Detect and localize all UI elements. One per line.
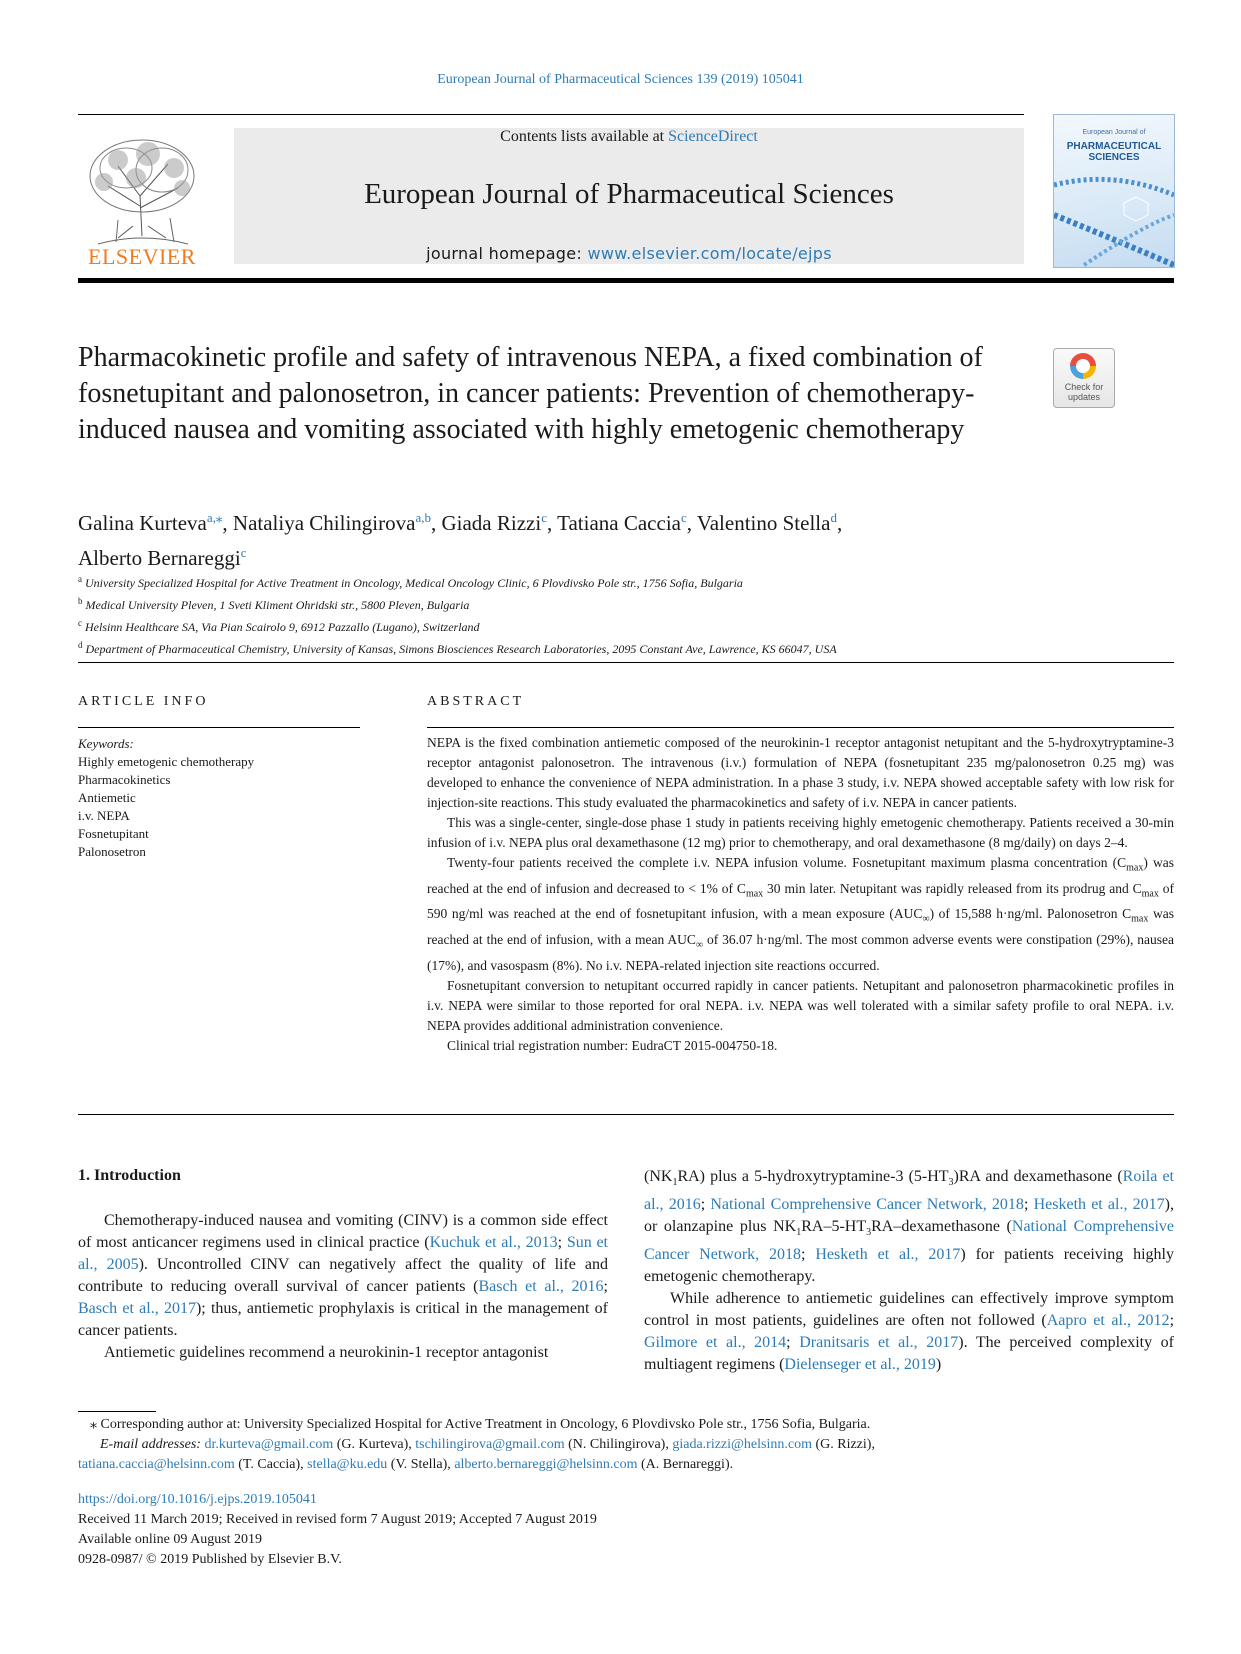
citation-link[interactable]: Gilmore et al., 2014 bbox=[644, 1334, 787, 1352]
corresponding-author-footnote: ⁎ Corresponding author at: University Specialized Hospital for Active Treatment in Oncology, 6 Plovdivsko Pole str., 1756 Sofia, Bulgaria. E-mail addresses: dr.kurteva@gmail.com (G. Kurteva), tschilingirova@gmail.com (N. Chilingirova), giada.rizzi@helsinn.com (G. Rizzi), tatiana.caccia@helsinn.com (T. Caccia), stella@ku.edu (V. Stella), alberto.bernareggi@helsinn.com (A. Bernareggi). bbox=[78, 1417, 875, 1472]
author-list: Galina Kurteva$^{a,⁎}$, Nataliya Chilingirova$^{a,b}$, Giada Rizzi$^c$, Tatiana Caccia$^c$, Valentino Stella$^d$, Alberto Bernareggi$^c$ bbox=[78, 510, 843, 570]
body-paragraph: While adherence to antiemetic guidelines can effectively improve symptom control in most patients, guidelines are often not followed (Aapro et al., 2012; Gilmore et al., 2014; Dranitsaris et al., 2017). The perceived complexity of multiagent regimens (Dielenseger et al., 2019) bbox=[644, 1290, 1175, 1374]
citation-link[interactable]: Dranitsaris et al., 2017 bbox=[799, 1334, 959, 1352]
citation-link[interactable]: Aapro et al., 2012 bbox=[1046, 1312, 1170, 1330]
abstract-rule bbox=[427, 727, 1174, 728]
abstract-paragraph: Fosnetupitant conversion to netupitant occurred rapidly in cancer patients. Netupitant and palonosetron pharmacokinetic profiles in i.v. NEPA were similar to those reported for oral NEPA. i.v. NEPA was well tolerated with a similar safety profile to oral NEPA. i.v. NEPA provides additional administration convenience. bbox=[427, 977, 1174, 1033]
affiliation-item: $^d$ Department of Pharmaceutical Chemistry, University of Kansas, Simons Biosciences Research Laboratories, 2095 Constant Ave, Lawrence, KS 66047, USA bbox=[78, 640, 837, 656]
abstract-heading: ABSTRACT bbox=[427, 694, 525, 709]
journal-cover-thumbnail[interactable] bbox=[1053, 114, 1175, 268]
contents-line bbox=[234, 128, 1024, 146]
check-for-updates-icon bbox=[1070, 353, 1096, 379]
citation-link[interactable]: Kuchuk et al., 2013 bbox=[429, 1234, 558, 1251]
author-name: Tatiana Caccia bbox=[557, 511, 681, 535]
abstract-paragraph: Clinical trial registration number: EudraCT 2015-004750-18. bbox=[447, 1037, 778, 1053]
affiliation-rule bbox=[78, 662, 1174, 663]
abstract-paragraph: Twenty-four patients received the complete i.v. NEPA infusion volume. Fosnetupitant maximum plasma concentration $(C_{max})$ was reached at the end of infusion and decreased to < 1% of $C_{max}$ 30 min later. Netupitant was rapidly released from its prodrug and $C_{max}$ of 590 ng/ml was reached at the end of fosnetupitant infusion, with a mean exposure $(AUC_\infty)$ of 15,588 h·ng/ml. Palonosetron $C_{max}$ was reached at the end of infusion, with a mean $AUC_\infty$ of 36.07 h·ng/ml. The most common adverse events were constipation (29%), nausea (17%), and vasospasm (8%). No i.v. NEPA-related injection site reactions occurred. bbox=[427, 855, 1175, 973]
keyword: Antiemetic bbox=[78, 790, 136, 805]
affiliation-item: $^b$ Medical University Pleven, 1 Sveti Kliment Ohridski str., 5800 Pleven, Bulgaria bbox=[78, 596, 470, 612]
body-paragraph: $(NK_1RA)$ plus a 5-hydroxytryptamine-3 $(5-HT_3)RA$ and dexamethasone (Roila et al., 2016; National Comprehensive Cancer Network, 2018; Hesketh et al., 2017), or olanzapine plus $NK_1RA-5-HT_3RA$–dexamethasone (National Comprehensive Cancer Network, 2018; Hesketh et al., 2017) for patients receiving highly emetogenic chemotherapy. bbox=[644, 1168, 1175, 1286]
email-link[interactable]: giada.rizzi@helsinn.com bbox=[672, 1437, 812, 1452]
citation-link[interactable]: National Comprehensive Cancer Network, 2018 bbox=[644, 1218, 1175, 1264]
header-thick-rule bbox=[78, 278, 1174, 283]
contents-prefix: Contents lists available at bbox=[500, 128, 669, 145]
body-paragraph: Antiemetic guidelines recommend a neurokinin-1 receptor antagonist bbox=[104, 1344, 549, 1361]
doi-link[interactable]: https://doi.org/10.1016/j.ejps.2019.105041 bbox=[78, 1492, 317, 1507]
homepage-link[interactable]: www.elsevier.com/locate/ejps bbox=[587, 244, 832, 263]
author-affiliation-marker[interactable]: a,⁎ bbox=[206, 510, 223, 525]
cover-title: PHARMACEUTICAL SCIENCES bbox=[1066, 141, 1162, 163]
abstract-end-rule bbox=[78, 1114, 1174, 1115]
body-column-right bbox=[644, 1166, 1174, 1376]
publication-info bbox=[78, 1490, 978, 1570]
molecule-chain-icon bbox=[1054, 115, 1174, 267]
article-info-rule bbox=[78, 727, 360, 728]
author-affiliation-marker[interactable]: a,b bbox=[415, 510, 431, 525]
citation-link[interactable]: Hesketh et al., 2017 bbox=[1033, 1196, 1165, 1214]
check-for-updates-badge[interactable] bbox=[1053, 348, 1115, 408]
header-rule bbox=[78, 114, 1024, 115]
author-affiliation-marker[interactable]: d bbox=[830, 510, 837, 525]
email-link[interactable]: dr.kurteva@gmail.com bbox=[204, 1437, 334, 1452]
keyword: i.v. NEPA bbox=[78, 808, 130, 823]
citation-link[interactable]: Roila et al., 2016 bbox=[644, 1168, 1174, 1214]
publisher-name: ELSEVIER bbox=[88, 244, 196, 269]
author-affiliation-marker[interactable]: c bbox=[680, 510, 687, 525]
homepage-prefix: journal homepage: bbox=[426, 244, 588, 263]
affiliation-item: $^a$ University Specialized Hospital for Active Treatment in Oncology, Medical Oncology Clinic, 6 Plovdivsko Pole str., 1756 Sofia, Bulgaria bbox=[78, 574, 743, 590]
footnote-rule bbox=[78, 1411, 156, 1412]
copyright: 0928-0987/ © 2019 Published by Elsevier B.V. bbox=[78, 1552, 342, 1567]
keyword: Pharmacokinetics bbox=[78, 772, 171, 787]
homepage-line bbox=[234, 244, 1024, 263]
citation-link[interactable]: Dielenseger et al., 2019 bbox=[784, 1356, 936, 1374]
author-name: Alberto Bernareggi bbox=[78, 546, 241, 570]
author-name: Nataliya Chilingirova bbox=[232, 511, 416, 535]
citation-link[interactable]: Basch et al., 2017 bbox=[78, 1300, 196, 1317]
article-info-heading: ARTICLE INFO bbox=[78, 694, 209, 709]
journal-citation[interactable]: European Journal of Pharmaceutical Sciences 139 (2019) 105041 bbox=[437, 72, 804, 87]
keywords-label: Keywords: bbox=[78, 736, 134, 751]
citation-link[interactable]: Basch et al., 2016 bbox=[478, 1278, 604, 1295]
keywords-list bbox=[78, 735, 368, 861]
email-link[interactable]: tatiana.caccia@helsinn.com bbox=[78, 1457, 235, 1472]
author-affiliation-marker[interactable]: c bbox=[240, 545, 247, 560]
keyword: Palonosetron bbox=[78, 844, 146, 859]
elsevier-logo bbox=[78, 126, 206, 268]
journal-name: European Journal of Pharmaceutical Sciences bbox=[364, 178, 894, 210]
paper-title: Pharmacokinetic profile and safety of intravenous NEPA, a fixed combination of fosnetupitant and palonosetron, in cancer patients: Prevention of chemotherapy-induced nausea and vomiting associated with highly emetogenic chemotherapy bbox=[78, 342, 983, 445]
email-link[interactable]: stella@ku.edu bbox=[307, 1457, 388, 1472]
affiliation-item: $^c$ Helsinn Healthcare SA, Via Pian Scairolo 9, 6912 Pazzallo (Lugano), Switzerland bbox=[78, 618, 480, 634]
abstract-paragraph: NEPA is the fixed combination antiemetic composed of the neurokinin-1 receptor antagonist netupitant and the 5-hydroxytryptamine-3 receptor antagonist palonosetron. The intravenous (i.v.) formulation of NEPA (fosnetupitant 235 mg/palonosetron 0.25 mg) was developed to enhance the convenience of NEPA administration. In a phase 3 study, i.v. NEPA showed acceptable safety with low risk for injection-site reactions. This study evaluated the pharmacokinetics and safety of i.v. NEPA in cancer patients. bbox=[427, 735, 1174, 810]
email-link[interactable]: tschilingirova@gmail.com bbox=[415, 1437, 565, 1452]
keyword: Highly emetogenic chemotherapy bbox=[78, 754, 255, 769]
author-affiliation-marker[interactable]: c bbox=[541, 510, 547, 525]
author-name: Giada Rizzi bbox=[441, 511, 542, 535]
sciencedirect-link[interactable]: ScienceDirect bbox=[668, 128, 758, 145]
corresponding-author-text: Corresponding author at: University Specialized Hospital for Active Treatment in Oncology, 6 Plovdivsko Pole str., 1756 Sofia, Bulgaria. bbox=[97, 1417, 871, 1432]
author-name: Galina Kurteva bbox=[78, 511, 207, 535]
body-paragraph: Chemotherapy-induced nausea and vomiting (CINV) is a common side effect of most anticancer regimens used in clinical practice (Kuchuk et al., 2013; Sun et al., 2005). Uncontrolled CINV can negatively affect the quality of life and contribute to reducing overall survival of cancer patients (Basch et al., 2016; Basch et al., 2017); thus, antiemetic prophylaxis is critical in the management of cancer patients. bbox=[78, 1212, 609, 1339]
cover-title-small: European Journal of bbox=[1082, 129, 1146, 136]
email-label: E-mail addresses: bbox=[100, 1437, 205, 1452]
body-column-left bbox=[78, 1210, 608, 1364]
email-link[interactable]: alberto.bernareggi@helsinn.com bbox=[454, 1457, 638, 1472]
citation-link[interactable]: National Comprehensive Cancer Network, 2018 bbox=[710, 1196, 1024, 1214]
citation-link[interactable]: Hesketh et al., 2017 bbox=[815, 1246, 961, 1264]
author-name: Valentino Stella bbox=[696, 511, 831, 535]
abstract-body bbox=[427, 733, 1174, 1056]
received-dates: Received 11 March 2019; Received in revised form 7 August 2019; Accepted 7 August 2019 bbox=[78, 1512, 597, 1527]
affiliation-list bbox=[78, 570, 1168, 658]
available-online: Available online 09 August 2019 bbox=[78, 1532, 263, 1547]
footnote-mark: ⁎ bbox=[90, 1417, 97, 1432]
section-heading-introduction: 1. Introduction bbox=[78, 1167, 181, 1184]
abstract-paragraph: This was a single-center, single-dose phase 1 study in patients receiving highly emetogenic chemotherapy. Patients received a 30-min infusion of i.v. NEPA plus oral dexamethasone (12 mg) prior to chemotherapy, and oral dexamethasone (8 mg/daily) on days 2–4. bbox=[427, 815, 1174, 850]
keyword: Fosnetupitant bbox=[78, 826, 149, 841]
citation-link[interactable]: Sun et al., 2005 bbox=[78, 1234, 609, 1273]
check-for-updates-label: Check for updates bbox=[1064, 382, 1104, 402]
